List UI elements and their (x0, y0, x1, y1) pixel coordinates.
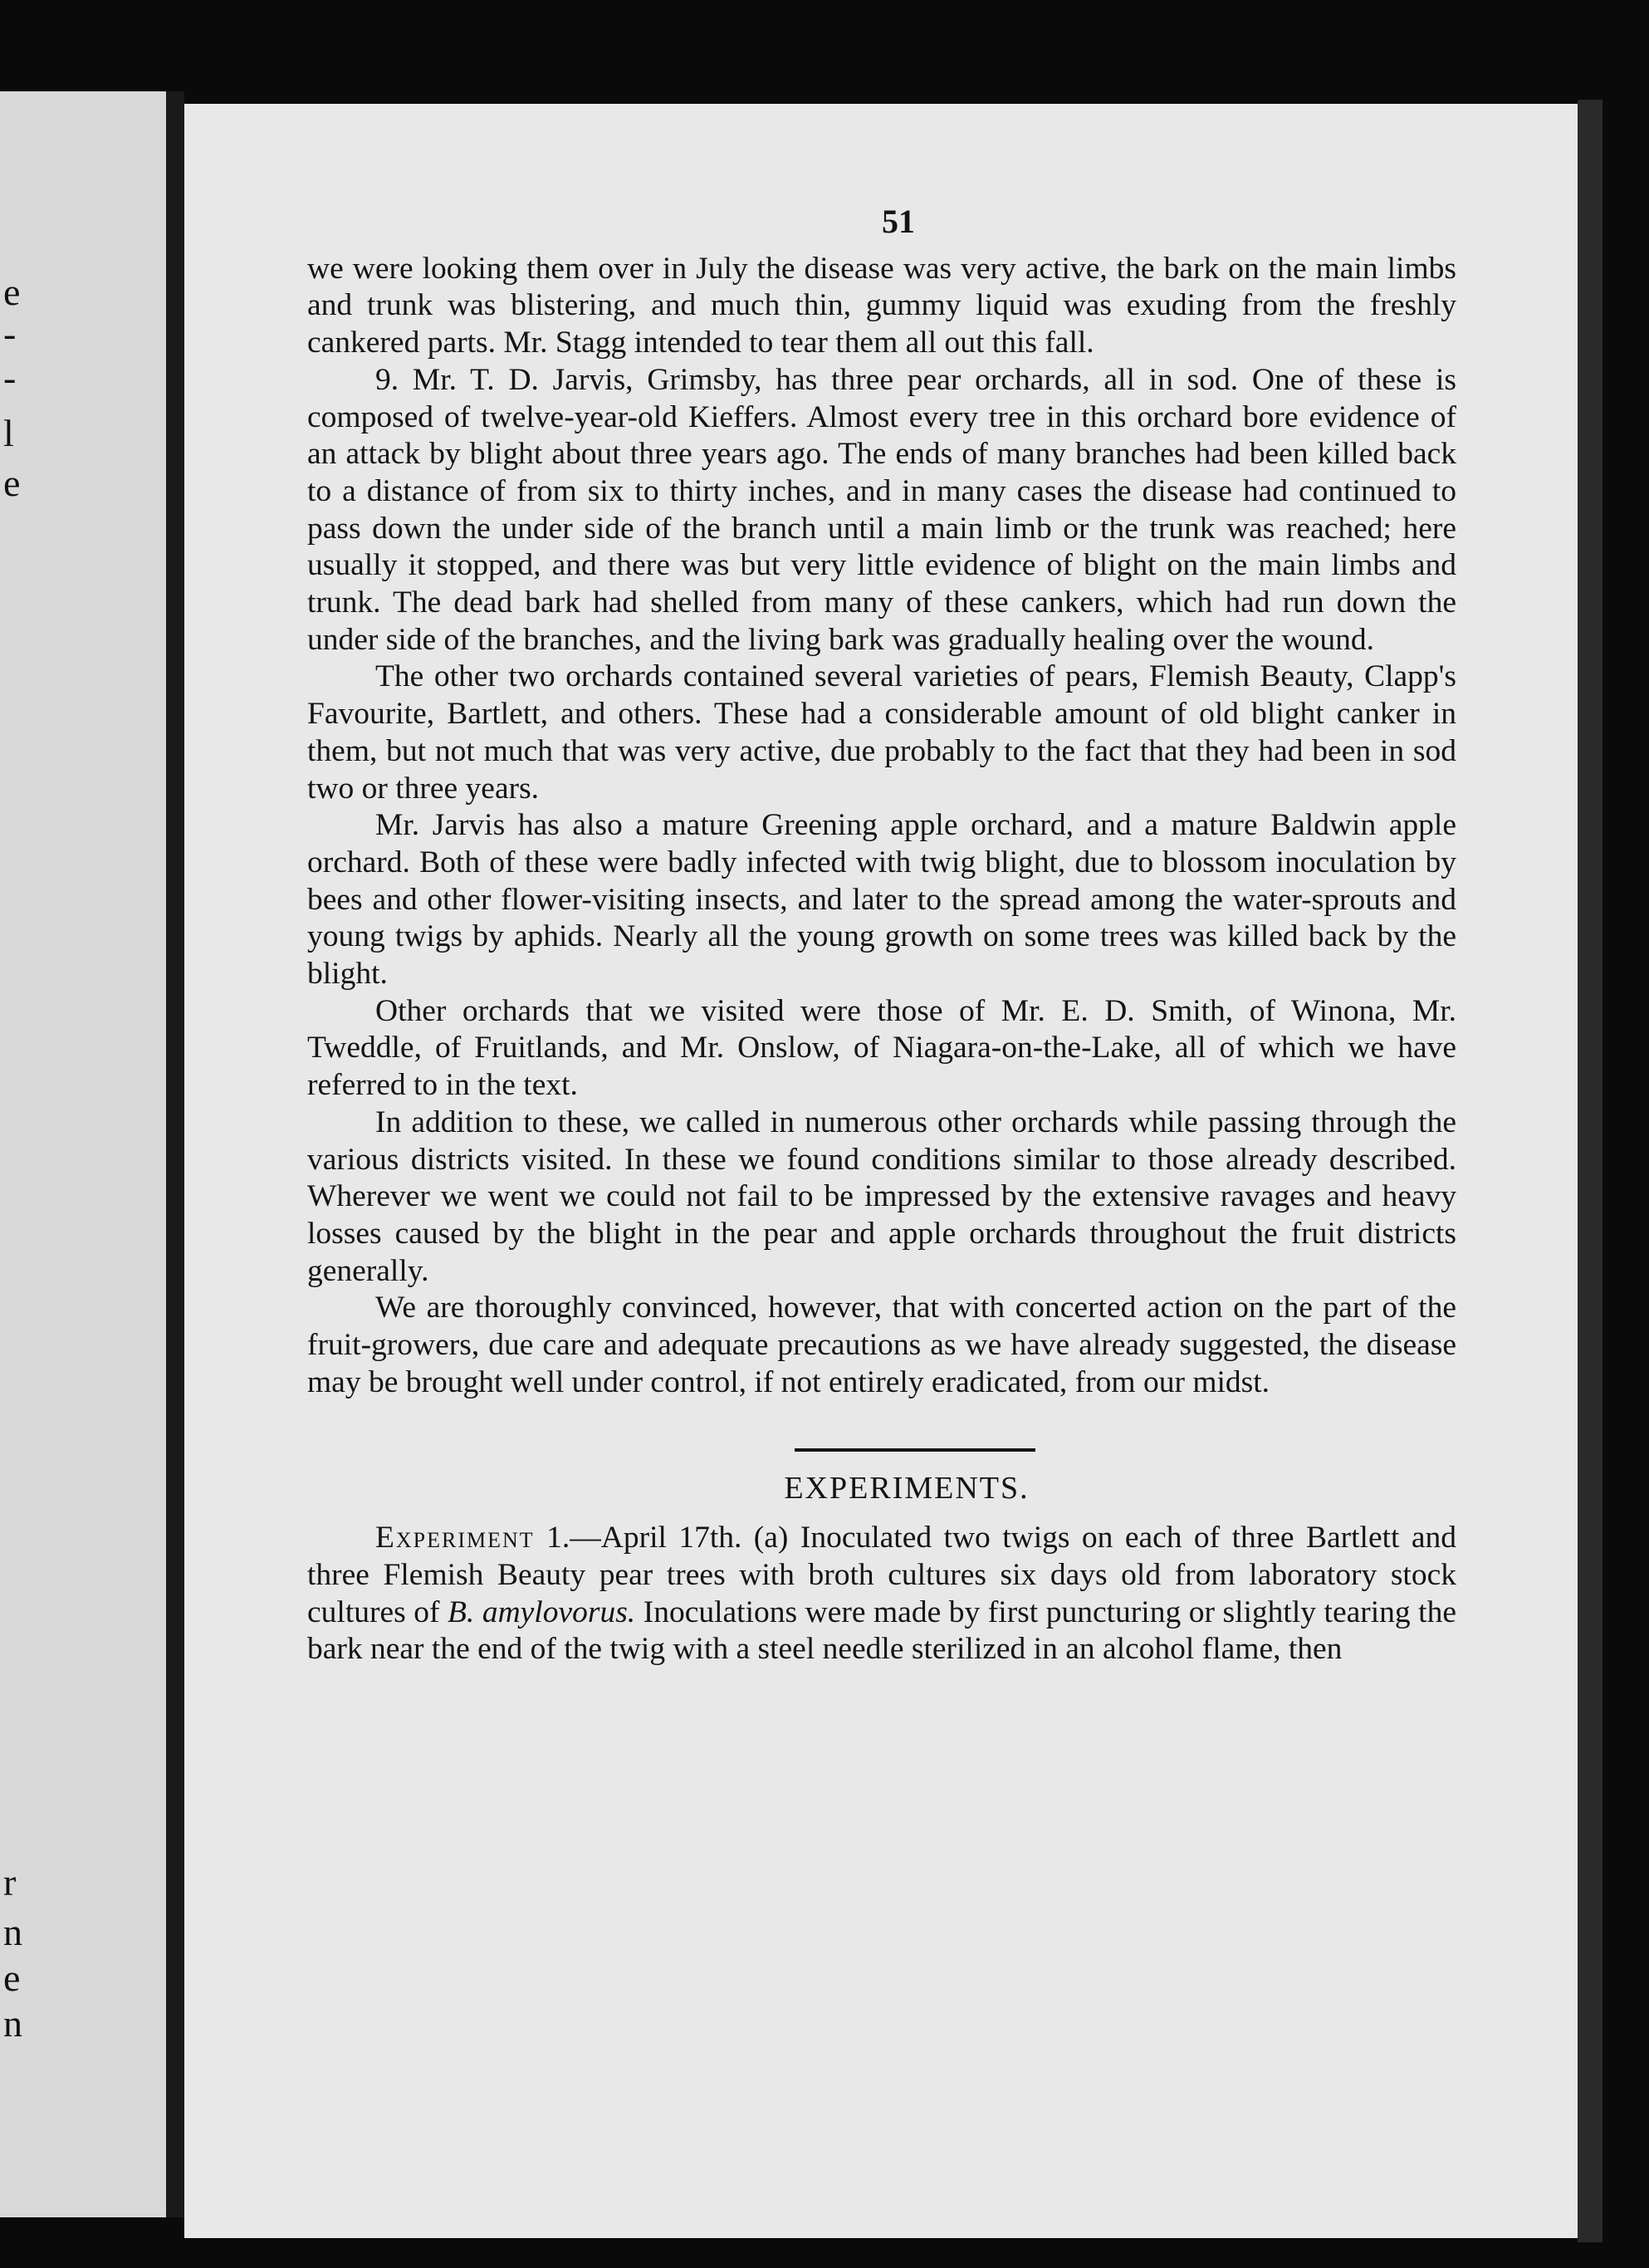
facing-page-fragment: e (3, 1957, 21, 1999)
page-edge-shadow (1578, 100, 1603, 2242)
facing-page-fragment: - (3, 356, 17, 399)
facing-page-edge (0, 91, 166, 2217)
paragraph: Other orchards that we visited were those of Mr. E. D. Smith, of Winona, Mr. Tweddle, of Fruitlands, and Mr. Onslow, of Niagara-on-the-Lake, all of which we have referred to in the text. (307, 993, 1456, 1103)
facing-page-fragment: - (3, 312, 17, 355)
paragraph: In addition to these, we called in numerous other orchards while passing through the various districts visited. In these we found conditions similar to those already described. Wherever we went we could not fail to be impressed by the extensive ravages and heavy losses caused by the blight in the pear and apple orchards throughout the fruit districts generally. (307, 1105, 1456, 1288)
section-divider (795, 1448, 1035, 1452)
organism-name: B. amylovorus. (448, 1594, 636, 1629)
page-number: 51 (882, 203, 915, 240)
facing-page-fragment: n (3, 2002, 22, 2045)
facing-page-fragment: e (3, 271, 21, 313)
book-gutter (166, 91, 184, 2217)
facing-page-fragment: l (3, 412, 14, 454)
experiment-paragraph (307, 1520, 1456, 1668)
paragraph: Mr. Jarvis has also a mature Greening apple orchard, and a mature Baldwin apple orchard. Both of these were badly infected with twig blight, due to blossom inoculation by bees and other flower-visiting insects, and later to the spread among the water-sprouts and young twigs by aphids. Nearly all the young growth on some trees was killed back by the blight. (307, 808, 1456, 992)
page-text-block (307, 203, 1456, 1668)
experiment-label: Experiment (375, 1521, 535, 1555)
section-heading: EXPERIMENTS. (784, 1470, 1030, 1506)
book-page (184, 104, 1578, 2238)
facing-page-fragment: r (3, 1861, 17, 1903)
experiment-text-continued: Inoculations were made by first puncturing or slightly tearing the bark near the end of the twig with a steel needle sterilized in an alcohol flame, then (307, 1594, 1456, 1667)
paragraph: 9. Mr. T. D. Jarvis, Grimsby, has three pear orchards, all in sod. One of these is composed of twelve-year-old Kieffers. Almost every tree in this orchard bore evidence of an attack by blight about three years ago. The ends of many branches had been killed back to a distance of from six to thirty inches, and in many cases the disease had continued to pass down the under side of the branch until a main limb or the trunk was reached; here usually it stopped, and there was but very little evidence of blight on the main limbs and trunk. The dead bark had shelled from many of these cankers, which had run down the under side of the branches, and the living bark was gradually healing over the wound. (307, 362, 1456, 657)
paragraph: We are thoroughly convinced, however, that with concerted action on the part of the fruit-growers, due care and adequate precautions as we have already suggested, the disease may be brought well under control, if not entirely eradicated, from our midst. (307, 1291, 1456, 1399)
facing-page-fragment: e (3, 462, 21, 504)
facing-page-fragment: n (3, 1911, 22, 1953)
paragraph: we were looking them over in July the disease was very active, the bark on the main limbs and trunk was blistering, and much thin, gummy liquid was exuding from the freshly cankered parts. Mr. Stagg intended to tear them all out this fall. (307, 251, 1456, 360)
paragraph: The other two orchards contained several varieties of pears, Flemish Beauty, Clapp's Favourite, Bartlett, and others. These had a considerable amount of old blight canker in them, but not much that was very active, due probably to the fact that they had been in sod two or three years. (307, 659, 1456, 806)
experiment-text: 1.—April 17th. (a) Inoculated two twigs on each of three Bartlett and three Flemish Beauty pear trees with broth cultures six days old from laboratory stock cultures of (307, 1521, 1456, 1629)
